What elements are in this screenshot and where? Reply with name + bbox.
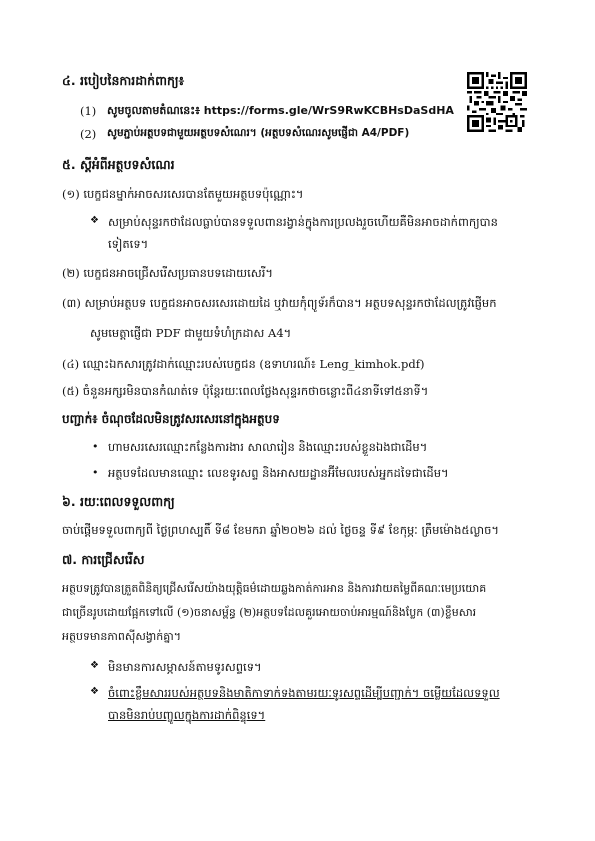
bullet-dot-icon: • <box>92 440 99 453</box>
step-2-text: សូមភ្ជាប់អត្ថបទជាមួយអត្ថបទសំណេរ។ (អត្ថបទសំណេរសូមផ្ញើជា A4/PDF) <box>107 127 410 139</box>
section-7-para-line-1: អត្ថបទត្រូវបានត្រួតពិនិត្យជ្រើសរើសយ៉ាងយុត្តិធម៌ដោយឆ្លងកាត់ការអាន និងការវាយតម្លៃពីគណៈមេប្រយោគ <box>62 582 487 595</box>
section-4-heading: ៤. របៀបនៃការដាក់ពាក្យ៖ <box>62 73 185 88</box>
note-item-1: ហាមសរសេរឈ្មោះកន្លែងការងារ សាលារៀន និងឈ្មោះរបស់ខ្លួនឯងជាដើម។ <box>108 440 428 454</box>
sec5-item-1-sub-line-2: ទៀតទេ។ <box>108 237 149 251</box>
section-5-heading: ៥. ស្តីអំពីអត្ថបទសំណេរ <box>62 157 175 172</box>
step-1-number: (1) <box>80 104 97 118</box>
sec5-item-1: (១) បេក្ខជនម្នាក់អាចសរសេរបានតែមួយអត្ថបទប៉ុណ្ណោះ។ <box>62 187 304 201</box>
bullet-dot-icon: • <box>92 466 99 479</box>
section-7-bullet-1: មិនមានការសម្ភាសន៍តាមទូរសព្ទទេ។ <box>108 660 262 674</box>
section-7-heading: ៧. ការជ្រើសរើស <box>62 552 145 567</box>
diamond-bullet-icon: ❖ <box>90 686 99 697</box>
step-1-text[interactable]: សូមចូលតាមតំណនេះ៖ https://forms.gle/WrS9RwKCBHsDaSdHA <box>107 104 454 117</box>
note-heading: បញ្ជាក់៖ ចំណុចដែលមិនត្រូវសរសេរនៅក្នុងអត្ថបទ <box>62 412 280 426</box>
section-7-para-line-2: ជាច្រើនរូបដោយផ្អែកទៅលើ (១)ចនាសម្ព័ន្ធ (២)អត្ថបទដែលគួរអោយចាប់អារម្មណ៍និងប្លែក (៣)ខ្លឹមសារ <box>62 606 477 619</box>
sec5-item-5: (៥) ចំនួនអក្សរមិនបានកំណត់ទេ ប៉ុន្តែរយៈពេលថ្លែងសុន្ទរកថាចន្លោះពី៤នាទីទៅ៥នាទី។ <box>62 384 429 398</box>
diamond-bullet-icon: ❖ <box>90 660 99 671</box>
qr-code-icon <box>467 72 527 132</box>
sec5-item-2: (២) បេក្ខជនអាចជ្រើសរើសប្រធានបទដោយសេរី។ <box>62 266 273 280</box>
sec5-item-4: (៤) ឈ្មោះឯកសារត្រូវដាក់ឈ្មោះរបស់បេក្ខជន (ឧទាហរណ៍៖ Leng_kimhok.pdf) <box>62 357 425 371</box>
section-7-para-line-3: អត្ថបទមានភាពស៊ីសង្វាក់គ្នា។ <box>62 630 181 643</box>
section-7-bullet-2-line-1: ចំពោះខ្លឹមសាររបស់អត្ថបទនិងមាតិកាទាក់ទងតាមរយៈទូរសព្ទដើម្បីបញ្ជាក់។ ចម្លើយដែលទទួល <box>108 686 500 700</box>
diamond-bullet-icon: ❖ <box>90 215 99 226</box>
sec5-item-3-line-1: (៣) សម្រាប់អត្ថបទ បេក្ខជនអាចសរសេរដោយដៃ ឬវាយកុំព្យូទ័រក៏បាន។ អត្ថបទសុន្ទរកថាដែលត្រូវផ្ញើមក <box>62 296 497 310</box>
section-6-heading: ៦. រយៈពេលទទួលពាក្យ <box>62 494 175 509</box>
step-2-number: (2) <box>80 127 97 141</box>
section-6-text: ចាប់ផ្តើមទទួលពាក្យពី ថ្ងៃព្រហស្បតិ៍ ទី៨ ខែមករា ឆ្នាំ២០២៦ ដល់ ថ្ងៃចន្ទ ទី៩ ខែកុម្ភៈ ត្រឹមម៉ោង៥ល្ងាច។ <box>62 523 499 537</box>
sec5-item-3-line-2: សូមមេត្តាផ្ញើជា PDF ជាមួយទំហំក្រដាស A4។ <box>90 326 292 340</box>
sec5-item-1-sub-line-1: សម្រាប់សុន្ទរកថាដែលធ្លាប់បានទទួលពានរង្វាន់ក្នុងការប្រលងរួចហើយគឺមិនអាចដាក់ពាក្យបាន <box>108 215 498 229</box>
note-item-2: អត្ថបទដែលមានឈ្មោះ លេខទូរសព្ទ និងអាសយដ្ឋានអ៊ីមែលរបស់អ្នកដទៃជាដើម។ <box>108 466 449 480</box>
section-7-bullet-2-line-2: បានមិនរាប់បញ្ចូលក្នុងការដាក់ពិន្ទុទេ។ <box>108 708 266 722</box>
